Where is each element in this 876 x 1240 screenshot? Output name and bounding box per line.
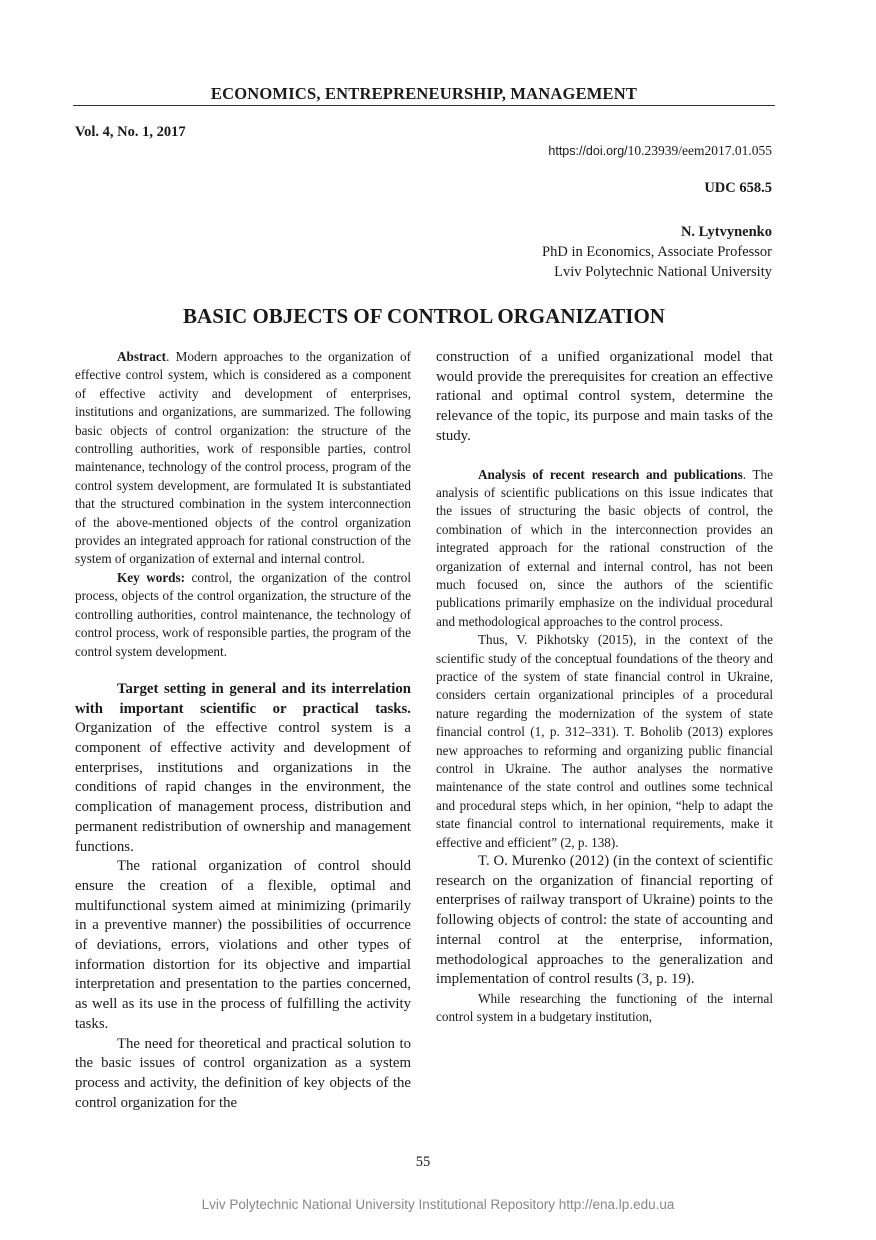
target-paragraph-3-continued: construction of a unified organizational model that would provide the prerequisites for creation an effective rational and optimal control system, determine the relevance of the topic, its purpose and main tasks of the study. — [436, 349, 773, 444]
volume-info: Vol. 4, No. 1, 2017 — [75, 124, 186, 140]
author-degree: PhD in Economics, Associate Professor — [542, 244, 772, 260]
header-rule — [73, 105, 775, 106]
target-paragraph-1 — [75, 680, 411, 857]
target-heading: Target setting in general and its interrelation with important scientific or practical tasks. — [75, 680, 411, 717]
article-title: BASIC OBJECTS OF CONTROL ORGANIZATION — [183, 304, 665, 328]
target-text-1: Organization of the effective control system is a component of effective activity and development of enterprises, institutions and organizations in the conditions of rapid changes in the environment, the complication of management process, distribution and permanent redistribution of ownership and management functions. — [75, 720, 411, 855]
analysis-paragraph-1 — [436, 466, 773, 632]
journal-name: ECONOMICS, ENTREPRENEURSHIP, MANAGEMENT — [210, 84, 638, 103]
page-number: 55 — [415, 1154, 431, 1170]
analysis-heading: Analysis of recent research and publications — [478, 466, 743, 482]
doi-prefix: https://doi.org/ — [548, 144, 628, 158]
analysis-paragraph-2: Thus, V. Pikhotsky (2015), in the context of the scientific study of the conceptual foundations of the theory and practice of the system of state financial control in Ukraine, considers certain organizational principles of a procedural nature regarding the modernization of the system of state financial control (1, p. 312–331). T. Boholib (2013) explores new approaches to reforming and organizing public financial control in Ukraine. The author analyses the normative maintenance of the state control and outlines some technical and procedural steps which, in her opinion, “help to adapt the state financial control to international requirements, make it effective and efficient” (2, p. 138). — [436, 632, 773, 850]
spacer — [75, 661, 411, 680]
author-affiliation: Lviv Polytechnic National University — [554, 264, 772, 280]
doi-link[interactable] — [548, 143, 772, 159]
abstract-paragraph — [75, 348, 411, 569]
left-column — [75, 348, 411, 1113]
analysis-heading-period: . — [742, 466, 747, 482]
right-column — [436, 348, 773, 1027]
abstract-label: Abstract — [117, 349, 167, 364]
analysis-text-1: The analysis of scientific publications on this issue indicates that the issues of structuring the basic objects of control, the combination of which in the interconnection provides an integrated approach for the rational construction of the organization of external and internal control, has not been much focused on, since the authors of the scientific publications primarily emphasize on the individual procedural and methodological approaches to the control process. — [436, 466, 774, 629]
target-paragraph-2: The rational organization of control should ensure the creation of a flexible, optimal and multifunctional system aimed at minimizing (primarily in a preventive manner) the possibilities of occurrence of deviations, errors, violations and other types of information distortion for its objective and impartial interpretation and presentation to the parties concerned, as well as its use in the process of fulfilling the activity tasks. — [75, 858, 411, 1032]
target-paragraph-3: The need for theoretical and practical solution to the basic issues of control organization as a system process and activity, the definition of key objects of the control organization for the — [75, 1035, 411, 1111]
keywords-paragraph — [75, 569, 411, 661]
udc-code: UDC 658.5 — [704, 180, 772, 196]
doi-number: 10.23939/eem2017.01.055 — [627, 143, 772, 158]
spacer — [436, 447, 773, 466]
keywords-label: Key words: — [117, 569, 186, 585]
author-name: N. Lytvynenko — [680, 224, 772, 240]
analysis-paragraph-3: T. O. Murenko (2012) (in the context of scientific research on the organization of financial reporting of enterprises of railway transport of Ukraine) points to the following objects of control: the state of accounting and internal control at the enterprise, information, methodological approaches to the generalization and implementation of control results (3, p. 19). — [436, 853, 773, 988]
author-block — [542, 222, 772, 282]
repository-footer[interactable]: Lviv Polytechnic National University Institutional Repository http://ena.lp.edu.ua — [201, 1197, 675, 1212]
abstract-text: . Modern approaches to the organization of effective control system, which is considered as a component of effective activity and development of enterprises, institutions and organizations, are summarized. The following basic objects of control organization: the structure of the controlling authorities, work of responsible parties, control maintenance, technology of the control process, program of the control system development, are formulated It is substantiated that the structured combination in the system interconnection of the above-mentioned objects of the control organization provides an integrated approach for rational construction of the system of organization of external and internal control. — [75, 349, 411, 567]
keywords-text: control, the organization of the control process, objects of the control organization, the structure of the controlling authorities, control maintenance, the technology of control process, work of responsible parties, the program of the control system development. — [75, 569, 411, 659]
analysis-paragraph-4: While researching the functioning of the internal control system in a budgetary institution, — [436, 990, 773, 1025]
